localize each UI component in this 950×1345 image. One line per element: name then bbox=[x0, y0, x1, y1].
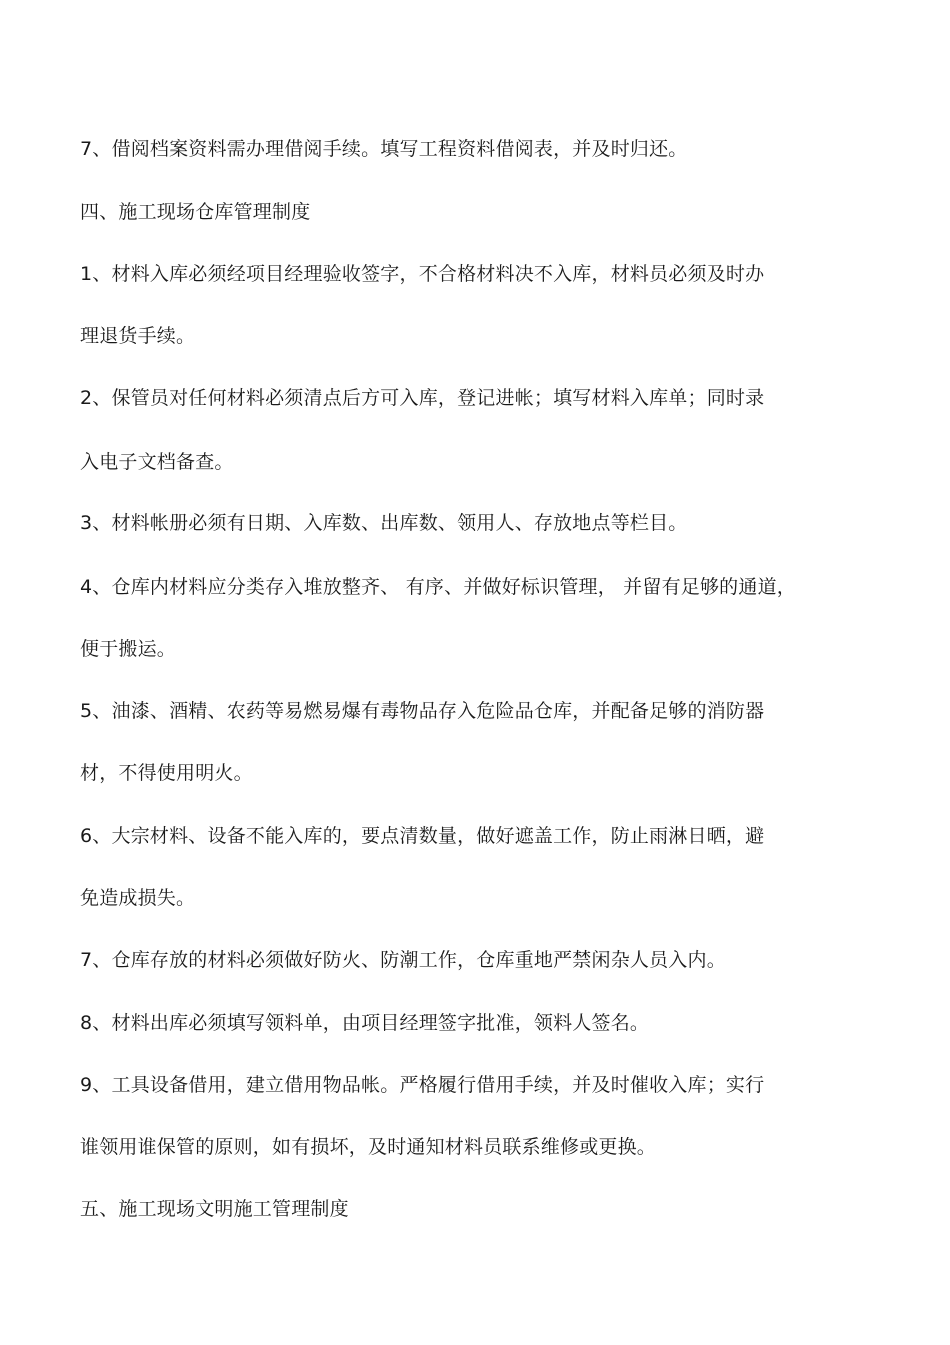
text-line: 入电子文档备查。 bbox=[80, 451, 234, 473]
text-line: 材，不得使用明火。 bbox=[80, 762, 253, 784]
text-line: 谁领用谁保管的原则，如有损坏，及时通知材料员联系维修或更换。 bbox=[80, 1136, 657, 1158]
section-heading: 四、施工现场仓库管理制度 bbox=[80, 201, 311, 223]
text-line: 1、材料入库必须经项目经理验收签字，不合格材料决不入库，材料员必须及时办 bbox=[80, 263, 765, 285]
text-line: 免造成损失。 bbox=[80, 887, 196, 909]
text-line: 2、保管员对任何材料必须清点后方可入库，登记进帐；填写材料入库单；同时录 bbox=[80, 387, 765, 409]
text-line: 5、油漆、酒精、农药等易燃易爆有毒物品存入危险品仓库，并配备足够的消防器 bbox=[80, 700, 765, 722]
text-line: 3、材料帐册必须有日期、入库数、出库数、领用人、存放地点等栏目。 bbox=[80, 512, 688, 534]
text-line: 理退货手续。 bbox=[80, 325, 196, 347]
section-heading: 五、施工现场文明施工管理制度 bbox=[80, 1198, 349, 1220]
text-line: 9、工具设备借用，建立借用物品帐。严格履行借用手续，并及时催收入库；实行 bbox=[80, 1074, 765, 1096]
text-line: 7、仓库存放的材料必须做好防火、防潮工作，仓库重地严禁闲杂人员入内。 bbox=[80, 949, 726, 971]
text-line: 7、借阅档案资料需办理借阅手续。填写工程资料借阅表，并及时归还。 bbox=[80, 138, 688, 160]
text-line: 8、材料出库必须填写领料单，由项目经理签字批准，领料人签名。 bbox=[80, 1012, 650, 1034]
text-line: 6、大宗材料、设备不能入库的，要点清数量，做好遮盖工作，防止雨淋日晒，避 bbox=[80, 825, 765, 847]
text-line: 便于搬运。 bbox=[80, 638, 177, 660]
text-line: 4、仓库内材料应分类存入堆放整齐、 有序、并做好标识管理， 并留有足够的通道， bbox=[80, 576, 796, 598]
